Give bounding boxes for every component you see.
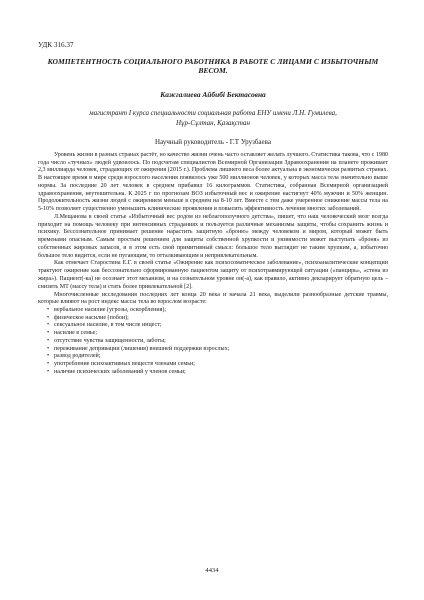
- bullet-icon: •: [47, 330, 50, 337]
- list-item: [38, 361, 388, 369]
- bullet-icon: •: [47, 306, 50, 313]
- bullet-icon: •: [47, 337, 50, 344]
- affiliation-line-1: магистрант I курса специальности социальная работа ЕНУ имени Л.Н. Гумилева,: [89, 109, 337, 117]
- list-item: [38, 322, 388, 330]
- trauma-list: [38, 307, 388, 376]
- page-number: 4434: [205, 567, 219, 574]
- author-affiliation: [50, 108, 376, 128]
- list-item-text: употребление психоактивных веществ членами семьи;: [54, 360, 195, 367]
- author-name: Кажгалиева Айбибі Бектасовна: [160, 90, 266, 99]
- udk-code: УДК 316.37: [38, 41, 74, 49]
- bullet-icon: •: [47, 322, 50, 329]
- supervisor-line: Научный руководитель - Г.Т Урузбаева: [155, 138, 271, 146]
- bullet-icon: •: [47, 353, 50, 360]
- list-item-text: развод родителей;: [54, 353, 101, 360]
- list-item: [38, 369, 388, 377]
- list-item-text: насилие в семье;: [54, 330, 98, 337]
- list-item: [38, 315, 388, 323]
- bullet-icon: •: [47, 345, 50, 352]
- list-item-text: переживание депривации (лишения) внешней поддержки взрослых;: [54, 345, 230, 352]
- paragraph: Многочисленные исследования последних лет конца 20 века и начала 21 века, выделили разнообразные детские травмы, которые влияют на рост индекс массы тела во взрослом возрасте:: [38, 291, 388, 306]
- list-item: [38, 307, 388, 315]
- paragraph: Л.Мещанова в своей статье «Избыточный вес родом из неблагополучного детства», пишет, что наш человеческий мозг всегда приходит на помощь человеку при интенсивных страданиях и пользуется различные механизмы защиты, чтобы сохранить жизнь и психику. Бессознательное принимает решение нарастить защитную «броню» между человеком и миром, который может быть временами опасным. Самым простым решением для защиты собственной хрупкости и уязвимости может выступать «броня» из собственных жировых запасов, и в этом есть свой примитивный смысл: большое тело выглядит не таким хрупким, а, избыточно большое тело видится, если не пугающим, то отталкивающим и непривлекательным.: [38, 213, 388, 259]
- list-item-text: сексуальное насилие, в том числе инцест;: [54, 322, 162, 329]
- list-item-text: физическое насилие (побои);: [54, 314, 129, 321]
- bullet-icon: •: [47, 368, 50, 375]
- list-item: [38, 330, 388, 338]
- list-item-text: отсутствие чувства защищенности, заботы;: [54, 337, 166, 344]
- article-title: КОМПЕТЕНТНОСТЬ СОЦИАЛЬНОГО РАБОТНИКА В РАБОТЕ С ЛИЦАМИ С ИЗБЫТОЧНЫМ ВЕСОМ.: [47, 57, 379, 75]
- affiliation-line-2: Нұр-Сұлтан, Қазақстан: [175, 119, 251, 127]
- list-item-text: вербальное насилие (угрозы, оскорбления);: [54, 306, 167, 313]
- paragraph: Уровень жизни в разных странах растёт, но качество жизни очень часто оставляет желать лучшего. Статистика такова, что с 1980 года число «тучных» людей удвоилось. По подсчетам специалистов Всемирной Организации Здравоохранения на планете проживает 2,3 миллиарда человек, страдающих от ожирения (2015 г.). Проблема лишнего веса более актуальна в экономически развитых странах. В настоящее время в мире среди взрослого населения появилось уже 500 миллионов человек, у которых масса тела значительно выше нормы. За последние 20 лет человек в среднем прибавил 16 килограммов. Статистика, собранная Всемирной организацией здравоохранения, неутешительна. К 2025 г по прогнозам ВОЗ избыточный вес и ожирение настигнут 40% мужчин и 50% женщин. Продолжительность жизни людей с ожирением меньше в среднем на 8-10 лет. Вместе с тем даже умеренное снижение массы тела на 5-10% позволяет существенно уменьшить клинические проявления и повысить эффективность лечения многих заболеваний.: [38, 152, 388, 213]
- list-item: [38, 338, 388, 346]
- bullet-icon: •: [47, 360, 50, 367]
- list-item-text: наличие психических заболеваний у членов семьи;: [54, 368, 186, 375]
- article-body: [38, 152, 388, 376]
- list-item: [38, 353, 388, 361]
- paragraph: Как отмечает Старостина Е.Г. в своей статье «Ожирение как психосоматическое заболевание», психоаналитические концепции трактуют ожирение как бессознательно сформированную пациентом защиту от психотравмирующей ситуации («панцирь», «стена из жира»). Пациент(-ка) не осознает этот механизм, и на сознательном уровне он(-а), как правило, активно декларирует обратную цель – снизить МТ (массу тела) и стать более привлекательной [2].: [38, 260, 388, 290]
- bullet-icon: •: [47, 314, 50, 321]
